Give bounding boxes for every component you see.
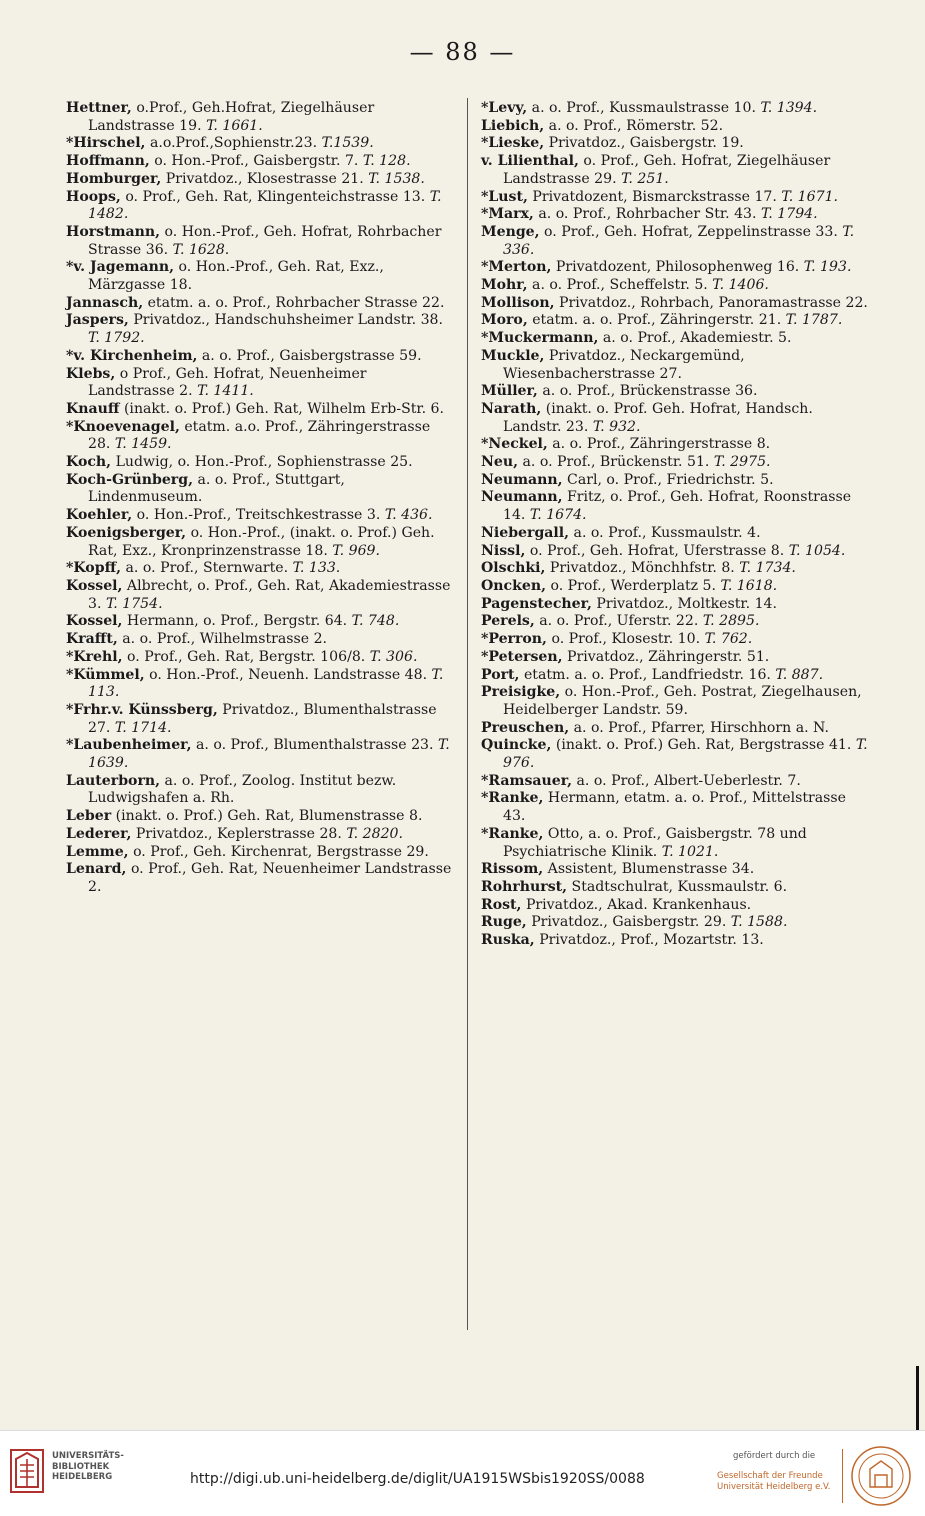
entry-details: a. o. Prof., Brückenstr. 51. <box>522 454 710 471</box>
entry-telephone: T. 128. <box>362 153 411 170</box>
entry-details: a. o. Prof., Pfarrer, Hirschhorn a. N. <box>573 719 829 736</box>
entry-details: o. Prof., Werderplatz 5. <box>550 577 717 594</box>
entry-details: o. Hon.-Prof., Geh. Rat, Exz., Märzgasse 18. <box>88 259 384 294</box>
directory-entry <box>481 613 869 631</box>
entry-details: o Prof., Geh. Hofrat, Neuenheimer Landstrasse 2. <box>88 365 367 400</box>
entry-name: Menge, <box>481 223 540 240</box>
entry-details: o. Prof., Geh. Rat, Klingenteichstrasse 13. <box>125 188 426 205</box>
entry-telephone: T. 2895. <box>702 613 760 630</box>
entry-name: *Perron, <box>481 631 547 648</box>
directory-entry <box>481 259 869 277</box>
entry-name: Mollison, <box>481 294 555 311</box>
entry-name: *Krehl, <box>66 648 123 665</box>
entry-details: o. Prof., Geh. Rat, Neuenheimer Landstrasse 2. <box>88 861 452 895</box>
entry-details: Hermann, o. Prof., Bergstr. 64. <box>126 613 348 630</box>
entry-name: *Merton, <box>481 259 552 276</box>
entry-name: *Ramsauer, <box>481 772 573 789</box>
entry-telephone: T. 193. <box>803 259 852 276</box>
entry-details: a. o. Prof., Kussmaulstrasse 10. <box>531 100 756 116</box>
entry-details: a. o. Prof., Brückenstrasse 36. <box>542 383 758 400</box>
directory-entry <box>66 153 454 171</box>
directory-entry <box>66 667 454 702</box>
entry-details: etatm. a. o. Prof., Rohrbacher Strasse 22. <box>147 294 445 311</box>
entry-details: Fritz, o. Prof., Geh. Hofrat, Roonstrasse 14. <box>503 489 852 524</box>
directory-entry <box>481 631 869 649</box>
entry-details: Privatdoz., Gaisbergstr. 19. <box>548 135 744 152</box>
entry-details: a. o. Prof., Gaisbergstrasse 59. <box>201 347 422 364</box>
entry-details: Hermann, etatm. a. o. Prof., Mittelstrasse 43. <box>503 790 846 825</box>
entry-name: Klebs, <box>66 365 116 382</box>
directory-entry <box>481 206 869 224</box>
entry-details: o. Prof., Klosestr. 10. <box>551 631 701 648</box>
entry-name: Rost, <box>481 896 522 913</box>
entry-telephone: T. 113. <box>88 666 444 701</box>
entry-details: o. Prof., Geh. Rat, Bergstr. 106/8. <box>127 648 366 665</box>
entry-name: Ruska, <box>481 932 535 949</box>
entry-name: Horstmann, <box>66 223 161 240</box>
university-library-logo-icon <box>10 1449 44 1493</box>
entry-name: *Kopff, <box>66 560 122 577</box>
university-name-line-1: UNIVERSITÄTS- <box>52 1451 124 1461</box>
entry-name: *v. Jagemann, <box>66 259 175 276</box>
directory-entry <box>66 454 454 472</box>
entry-name: Lenard, <box>66 861 127 878</box>
scan-edge-bar <box>916 1366 919 1430</box>
entry-name: Lemme, <box>66 843 129 860</box>
entry-name: *Neckel, <box>481 436 548 453</box>
entry-name: *Lust, <box>481 188 528 205</box>
directory-entry <box>481 826 869 861</box>
directory-entry <box>481 596 869 614</box>
directory-entry <box>481 790 869 825</box>
directory-entry <box>66 348 454 366</box>
sponsor-name-line-1: Gesellschaft der Freunde <box>717 1471 823 1481</box>
entry-details: Privatdozent, Bismarckstrasse 17. <box>532 188 777 205</box>
entry-details: o. Hon.-Prof., Treitschkestrasse 3. <box>136 507 381 524</box>
entry-telephone: T. 932. <box>592 418 641 435</box>
entry-details: Privatdoz., Blumenthalstrasse 27. <box>88 701 437 736</box>
entry-details: Privatdoz., Moltkestr. 14. <box>596 595 777 612</box>
entry-details: (inakt. o. Prof. Geh. Hofrat, Handsch. Landstr. 23. <box>503 400 813 435</box>
entry-details: a. o. Prof., Rohrbacher Str. 43. <box>538 206 757 223</box>
entry-name: Lederer, <box>66 825 132 842</box>
entry-name: *Hirschel, <box>66 135 146 152</box>
entry-name: Müller, <box>481 383 538 400</box>
directory-entry <box>481 525 869 543</box>
directory-entry <box>481 773 869 791</box>
entry-name: Olschki, <box>481 560 546 577</box>
directory-entry <box>66 613 454 631</box>
entry-name: *Muckermann, <box>481 330 599 347</box>
entry-telephone: T. 1482. <box>88 188 442 223</box>
entry-details: Privatdoz., Zähringerstr. 51. <box>567 648 770 665</box>
right-column <box>481 100 869 950</box>
directory-entry <box>66 808 454 826</box>
entry-name: *Lieske, <box>481 135 545 152</box>
directory-entry <box>481 489 869 524</box>
entry-name: Ruge, <box>481 914 527 931</box>
entry-details: (inakt. o. Prof.) Geh. Rat, Bergstrasse 41. <box>555 737 852 754</box>
entry-details: o. Prof., Geh. Hofrat, Ziegelhäuser Landstrasse 29. <box>503 153 831 187</box>
entry-telephone: T.1539. <box>321 135 374 152</box>
directory-entry <box>481 312 869 330</box>
directory-entry <box>66 366 454 401</box>
directory-entry <box>481 277 869 295</box>
entry-name: Lauterborn, <box>66 772 161 789</box>
entry-name: Koch-Grünberg, <box>66 471 193 488</box>
entry-name: Preuschen, <box>481 719 570 736</box>
directory-entry <box>481 224 869 259</box>
entry-name: *Laubenheimer, <box>66 737 192 754</box>
directory-entry <box>481 684 869 719</box>
entry-details: Privatdoz., Prof., Mozartstr. 13. <box>539 932 764 949</box>
directory-entry <box>66 312 454 347</box>
entry-telephone: T. 1794. <box>760 206 818 223</box>
directory-entry <box>481 737 869 772</box>
directory-entry <box>481 348 869 383</box>
entry-details: etatm. a. o. Prof., Zähringerstr. 21. <box>532 312 782 329</box>
directory-entry <box>66 224 454 259</box>
directory-entry <box>66 472 454 507</box>
entry-name: Homburger, <box>66 170 162 187</box>
entry-name: Knauff <box>66 400 120 417</box>
directory-entry <box>481 861 869 879</box>
entry-details: Ludwig, o. Hon.-Prof., Sophienstrasse 25. <box>115 454 413 471</box>
entry-name: Perels, <box>481 613 535 630</box>
directory-entry <box>66 259 454 294</box>
directory-entry <box>481 649 869 667</box>
entry-name: Koehler, <box>66 507 133 524</box>
entry-name: Leber <box>66 808 112 825</box>
entry-details: o. Hon.-Prof., Geh. Hofrat, Rohrbacher Strasse 36. <box>88 223 442 258</box>
entry-details: o. Hon.-Prof., Gaisbergstr. 7. <box>154 153 359 170</box>
entry-telephone: T. 133. <box>292 560 341 577</box>
entry-name: Niebergall, <box>481 524 570 541</box>
entry-name: Narath, <box>481 400 542 417</box>
entry-telephone: T. 1459. <box>114 436 172 453</box>
directory-entry <box>481 454 869 472</box>
entry-details: (inakt. o. Prof.) Geh. Rat, Wilhelm Erb-Str. 6. <box>123 400 445 417</box>
entry-name: *Levy, <box>481 100 528 116</box>
directory-entry <box>481 118 869 136</box>
directory-entry <box>66 631 454 649</box>
footer <box>0 1430 925 1516</box>
entry-name: Oncken, <box>481 577 546 594</box>
entry-details: o. Hon.-Prof., (inakt. o. Prof.) Geh. Rat, Exz., Kronprinzenstrasse 18. <box>88 524 435 559</box>
directory-entry <box>66 737 454 772</box>
directory-entry <box>66 844 454 862</box>
entry-telephone: T. 969. <box>332 542 380 559</box>
entry-telephone: T. 1411. <box>197 383 254 400</box>
directory-entry <box>66 649 454 667</box>
entry-name: *Frhr.v. Künssberg, <box>66 701 218 718</box>
entry-details: a. o. Prof., Albert-Ueberlestr. 7. <box>576 772 801 789</box>
entry-name: *Kümmel, <box>66 666 145 683</box>
entry-telephone: T. 2820. <box>346 825 403 842</box>
entry-details: etatm. a.o. Prof., Zähringerstrasse 28. <box>88 418 431 453</box>
directory-entry <box>66 773 454 808</box>
entry-details: Privatdoz., Handschuhsheimer Landstr. 38. <box>133 312 443 329</box>
entry-details: o. Hon.-Prof., Neuenh. Landstrasse 48. <box>149 666 428 683</box>
directory-entry <box>66 100 454 135</box>
entry-telephone: T. 1754. <box>105 595 163 612</box>
permalink-url[interactable]: http://digi.ub.uni-heidelberg.de/diglit/UA1915WSbis1920SS/0088 <box>190 1471 645 1487</box>
directory-entry <box>66 578 454 613</box>
entry-telephone: T. 1674. <box>529 507 587 524</box>
entry-name: Krafft, <box>66 631 118 648</box>
entry-name: Jannasch, <box>66 294 144 311</box>
entry-telephone: T. 1054. <box>788 542 846 559</box>
directory-entry <box>481 879 869 897</box>
directory-entry <box>481 667 869 685</box>
entry-telephone: T. 436. <box>384 507 433 524</box>
directory-entry <box>481 401 869 436</box>
entry-name: Hoops, <box>66 188 121 205</box>
sponsor-name <box>717 1471 837 1493</box>
directory-entry <box>66 135 454 153</box>
directory-entry <box>481 578 869 596</box>
directory-entry <box>481 135 869 153</box>
university-name-line-3: HEIDELBERG <box>52 1472 113 1482</box>
entry-name: Koenigsberger, <box>66 524 187 541</box>
entry-name: Moro, <box>481 312 528 329</box>
entry-name: Neumann, <box>481 489 563 506</box>
directory-entry <box>481 295 869 313</box>
entry-details: Privatdoz., Rohrbach, Panoramastrasse 22. <box>559 294 868 311</box>
entry-details: a. o. Prof., Zoolog. Institut bezw. Ludwigshafen a. Rh. <box>88 772 397 807</box>
entry-name: Neu, <box>481 454 519 471</box>
entry-name: Liebich, <box>481 117 545 134</box>
entry-telephone: T. 976. <box>503 737 868 772</box>
entry-telephone: T. 1588. <box>730 914 788 931</box>
sponsor-separator <box>842 1449 843 1503</box>
entry-details: a. o. Prof., Kussmaulstr. 4. <box>573 524 761 541</box>
sponsor-name-line-2: Universität Heidelberg e.V. <box>717 1482 831 1492</box>
entry-name: Kossel, <box>66 613 123 630</box>
entry-telephone: T. 762. <box>704 631 753 648</box>
directory-entry <box>481 720 869 738</box>
entry-details: Carl, o. Prof., Friedrichstr. 5. <box>567 471 774 488</box>
entry-name: Rissom, <box>481 861 544 878</box>
entry-name: Rohrhurst, <box>481 878 568 895</box>
page-number: — 88 — <box>409 38 516 66</box>
entry-telephone: T. 336. <box>503 223 855 258</box>
entry-name: v. Lilienthal, <box>481 153 579 170</box>
entry-details: etatm. a. o. Prof., Landfriedstr. 16. <box>523 666 771 683</box>
entry-details: (inakt. o. Prof.) Geh. Rat, Blumenstrasse 8. <box>115 808 423 825</box>
entry-details: Albrecht, o. Prof., Geh. Rat, Akademiestrasse 3. <box>88 577 451 612</box>
entry-name: *Ranke, <box>481 790 544 807</box>
entry-name: Nissl, <box>481 542 526 559</box>
university-name-line-2: BIBLIOTHEK <box>52 1461 110 1472</box>
directory-entry <box>481 472 869 490</box>
directory-entry <box>66 419 454 454</box>
entry-telephone: T. 251. <box>621 170 669 187</box>
directory-entry <box>66 401 454 419</box>
entry-name: Pagenstecher, <box>481 595 592 612</box>
entry-details: o.Prof., Geh.Hofrat, Ziegelhäuser Landstrasse 19. <box>88 100 375 134</box>
left-column <box>66 100 454 897</box>
entry-telephone: T. 1021. <box>661 843 719 860</box>
entry-telephone: T. 748. <box>351 613 400 630</box>
entry-details: a.o.Prof.,Sophienstr.23. <box>149 135 318 152</box>
entry-telephone: T. 1671. <box>781 188 839 205</box>
entry-telephone: T. 1734. <box>739 560 796 577</box>
entry-telephone: T. 1714. <box>114 719 172 736</box>
directory-entry <box>481 914 869 932</box>
entry-telephone: T. 1661. <box>206 117 263 134</box>
directory-entry <box>481 383 869 401</box>
entry-name: *Ranke, <box>481 825 544 842</box>
entry-details: a. o. Prof., Zähringerstrasse 8. <box>552 436 771 453</box>
directory-entry <box>66 525 454 560</box>
entry-name: *Petersen, <box>481 648 563 665</box>
entry-telephone: T. 1792. <box>88 330 145 347</box>
directory-entry <box>66 861 454 896</box>
university-library-name <box>52 1451 142 1483</box>
entry-details: o. Prof., Geh. Hofrat, Zeppelinstrasse 33. <box>544 223 838 240</box>
entry-name: Quincke, <box>481 737 552 754</box>
directory-entry <box>481 100 869 118</box>
entry-details: Assistent, Blumenstrasse 34. <box>547 861 755 878</box>
entry-details: a. o. Prof., Akademiestr. 5. <box>602 330 792 347</box>
entry-name: Hoffmann, <box>66 153 150 170</box>
entry-details: a. o. Prof., Uferstr. 22. <box>539 613 699 630</box>
directory-entry <box>481 189 869 207</box>
entry-details: a. o. Prof., Stuttgart, Lindenmuseum. <box>88 471 345 506</box>
entry-name: Jaspers, <box>66 312 129 329</box>
entry-telephone: T. 887. <box>775 666 824 683</box>
entry-telephone: T. 1628. <box>172 241 230 258</box>
entry-details: a. o. Prof., Scheffelstr. 5. <box>532 277 708 294</box>
entry-telephone: T. 1538. <box>368 170 425 187</box>
entry-details: Privatdoz., Akad. Krankenhaus. <box>525 896 752 913</box>
entry-name: Preisigke, <box>481 684 561 701</box>
entry-details: a. o. Prof., Wilhelmstrasse 2. <box>122 631 328 648</box>
directory-entry <box>66 295 454 313</box>
entry-name: Hettner, <box>66 100 132 116</box>
directory-entry <box>481 932 869 950</box>
entry-details: Privatdoz., Neckargemünd, Wiesenbacherstrasse 27. <box>503 347 745 382</box>
sponsor-label: gefördert durch die <box>733 1451 816 1461</box>
directory-entry <box>66 702 454 737</box>
directory-entry <box>66 171 454 189</box>
entry-details: Stadtschulrat, Kussmaulstr. 6. <box>571 878 788 895</box>
directory-entry <box>66 507 454 525</box>
entry-name: Muckle, <box>481 347 545 364</box>
entry-name: Mohr, <box>481 277 528 294</box>
entry-telephone: T. 1787. <box>785 312 843 329</box>
entry-name: *v. Kirchenheim, <box>66 347 198 364</box>
entry-telephone: T. 1618. <box>720 577 778 594</box>
entry-details: a. o. Prof., Sternwarte. <box>125 560 289 577</box>
entry-name: *Marx, <box>481 206 534 223</box>
entry-details: o. Prof., Geh. Hofrat, Uferstrasse 8. <box>529 542 785 559</box>
directory-entry <box>481 330 869 348</box>
entry-telephone: T. 1639. <box>88 737 450 772</box>
entry-details: Privatdoz., Gaisbergstr. 29. <box>531 914 727 931</box>
entry-telephone: T. 2975. <box>713 454 771 471</box>
column-divider <box>467 98 468 1330</box>
entry-details: Privatdoz., Klosestrasse 21. <box>165 170 364 187</box>
directory-entry <box>481 543 869 561</box>
directory-entry <box>481 897 869 915</box>
entry-details: Privatdoz., Mönchhfstr. 8. <box>549 560 735 577</box>
entry-name: Port, <box>481 666 520 683</box>
directory-entry <box>481 153 869 188</box>
entry-details: a. o. Prof., Römerstr. 52. <box>548 117 724 134</box>
entry-telephone: T. 306. <box>369 648 418 665</box>
directory-entry <box>481 560 869 578</box>
directory-entry <box>66 189 454 224</box>
directory-entry <box>66 560 454 578</box>
entry-details: a. o. Prof., Blumenthalstrasse 23. <box>195 737 434 754</box>
entry-name: *Knoevenagel, <box>66 418 180 435</box>
entry-details: o. Prof., Geh. Kirchenrat, Bergstrasse 29. <box>133 843 429 860</box>
entry-name: Kossel, <box>66 577 123 594</box>
directory-entry <box>481 436 869 454</box>
entry-telephone: T. 1406. <box>712 277 769 294</box>
entry-details: Otto, a. o. Prof., Gaisbergstr. 78 und Psychiatrische Klinik. <box>503 825 807 860</box>
directory-entry <box>66 826 454 844</box>
entry-name: Neumann, <box>481 471 563 488</box>
entry-details: Privatdoz., Keplerstrasse 28. <box>135 825 342 842</box>
entry-telephone: T. 1394. <box>760 100 818 116</box>
university-seal-icon <box>850 1445 912 1507</box>
entry-name: Koch, <box>66 454 112 471</box>
entry-details: Privatdozent, Philosophenweg 16. <box>555 259 800 276</box>
entry-details: o. Hon.-Prof., Geh. Postrat, Ziegelhausen, Heidelberger Landstr. 59. <box>503 684 862 718</box>
